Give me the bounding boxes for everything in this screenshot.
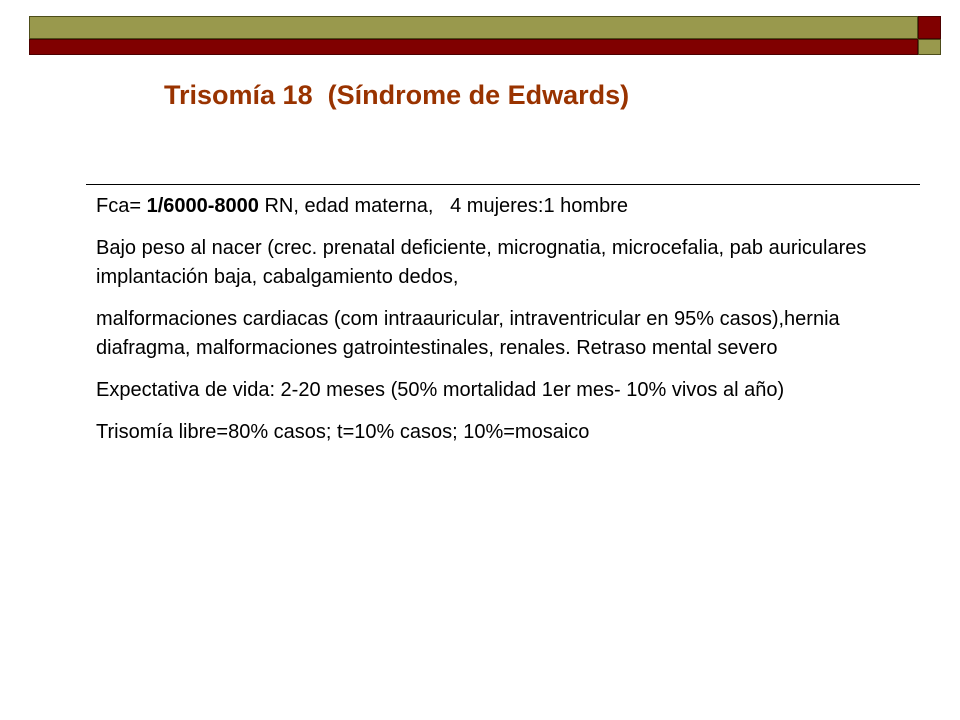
frequency-value: 1/6000-8000 (146, 195, 259, 217)
header-red-square (918, 16, 941, 39)
header-red-bar (29, 39, 918, 55)
slide-title: Trisomía 18 (Síndrome de Edwards) (164, 80, 630, 110)
paragraph-frequency (96, 192, 886, 221)
frequency-suffix: RN, edad materna, 4 mujeres:1 hombre (258, 195, 628, 217)
paragraph-malformations: malformaciones cardiacas (com intraauricular, intraventricular en 95% casos),hernia diafragma, malformaciones gatrointestinales, renales. Retraso mental severo (96, 308, 846, 359)
frequency-prefix: Fca= (96, 195, 147, 217)
divider-line (86, 184, 920, 185)
paragraph-birth-weight: Bajo peso al nacer (crec. prenatal deficiente, micrognatia, microcefalia, pab auriculares implantación baja, cabalgamiento dedos, (96, 237, 872, 288)
header-olive-bar (29, 16, 918, 39)
paragraph-life-expectancy: Expectativa de vida: 2-20 meses (50% mortalidad 1er mes- 10% vivos al año) (96, 379, 785, 401)
slide-body (96, 192, 886, 460)
paragraph-trisomy-types: Trisomía libre=80% casos; t=10% casos; 10%=mosaico (96, 421, 590, 443)
header-olive-square (918, 39, 941, 55)
